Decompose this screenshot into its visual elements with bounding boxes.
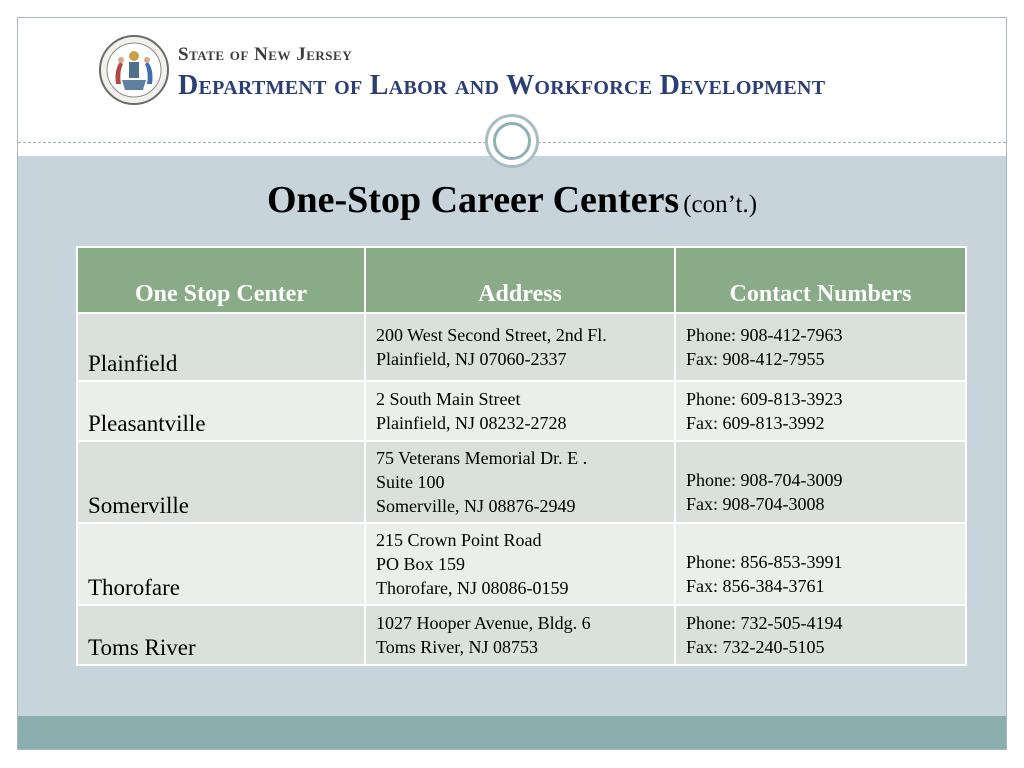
divider-ring-ornament	[485, 114, 539, 168]
center-name: Toms River	[77, 605, 365, 665]
address-line: 1027 Hooper Avenue, Bldg. 6	[376, 613, 591, 633]
center-contact	[675, 523, 966, 605]
column-header-contact: Contact Numbers	[675, 247, 966, 313]
center-address	[365, 381, 675, 441]
fax-number: Fax: 609-813-3992	[686, 413, 825, 433]
center-contact	[675, 381, 966, 441]
address-line: 215 Crown Point Road	[376, 530, 542, 550]
table-row	[77, 441, 966, 523]
address-line: Plainfield, NJ 08232-2728	[376, 413, 567, 433]
address-line: Somerville, NJ 08876-2949	[376, 496, 576, 516]
phone-number: Phone: 732-505-4194	[686, 613, 843, 633]
address-line: 200 West Second Street, 2nd Fl.	[376, 325, 607, 345]
org-state-name: State of New Jersey	[178, 44, 353, 65]
address-line: PO Box 159	[376, 554, 466, 574]
page-title	[0, 178, 1024, 222]
address-line: 2 South Main Street	[376, 389, 521, 409]
phone-number: Phone: 856-853-3991	[686, 552, 843, 572]
center-contact	[675, 605, 966, 665]
org-department-name: Department of Labor and Workforce Development	[178, 70, 826, 101]
table-header-row	[77, 247, 966, 313]
address-line: 75 Veterans Memorial Dr. E .	[376, 448, 588, 468]
title-main: One-Stop Career Centers	[266, 179, 680, 221]
address-line: Thorofare, NJ 08086-0159	[376, 578, 569, 598]
column-header-center: One Stop Center	[77, 247, 365, 313]
table-row	[77, 605, 966, 665]
center-name: Plainfield	[77, 313, 365, 381]
phone-number: Phone: 908-412-7963	[686, 325, 843, 345]
center-contact	[675, 313, 966, 381]
center-address	[365, 441, 675, 523]
center-address	[365, 523, 675, 605]
center-name: Pleasantville	[77, 381, 365, 441]
career-centers-table	[76, 246, 967, 666]
phone-number: Phone: 908-704-3009	[686, 470, 843, 490]
center-contact	[675, 441, 966, 523]
nj-state-seal-icon	[98, 34, 170, 106]
footer-band	[18, 716, 1006, 749]
center-name: Thorofare	[77, 523, 365, 605]
address-line: Plainfield, NJ 07060-2337	[376, 349, 567, 369]
table-row	[77, 381, 966, 441]
title-suffix: (con’t.)	[683, 191, 758, 218]
fax-number: Fax: 908-704-3008	[686, 494, 825, 514]
address-line: Toms River, NJ 08753	[376, 637, 539, 657]
column-header-address: Address	[365, 247, 675, 313]
fax-number: Fax: 856-384-3761	[686, 576, 825, 596]
center-address	[365, 605, 675, 665]
center-name: Somerville	[77, 441, 365, 523]
address-line: Suite 100	[376, 472, 445, 492]
table-row	[77, 523, 966, 605]
fax-number: Fax: 908-412-7955	[686, 349, 825, 369]
phone-number: Phone: 609-813-3923	[686, 389, 843, 409]
center-address	[365, 313, 675, 381]
fax-number: Fax: 732-240-5105	[686, 637, 825, 657]
table-row	[77, 313, 966, 381]
